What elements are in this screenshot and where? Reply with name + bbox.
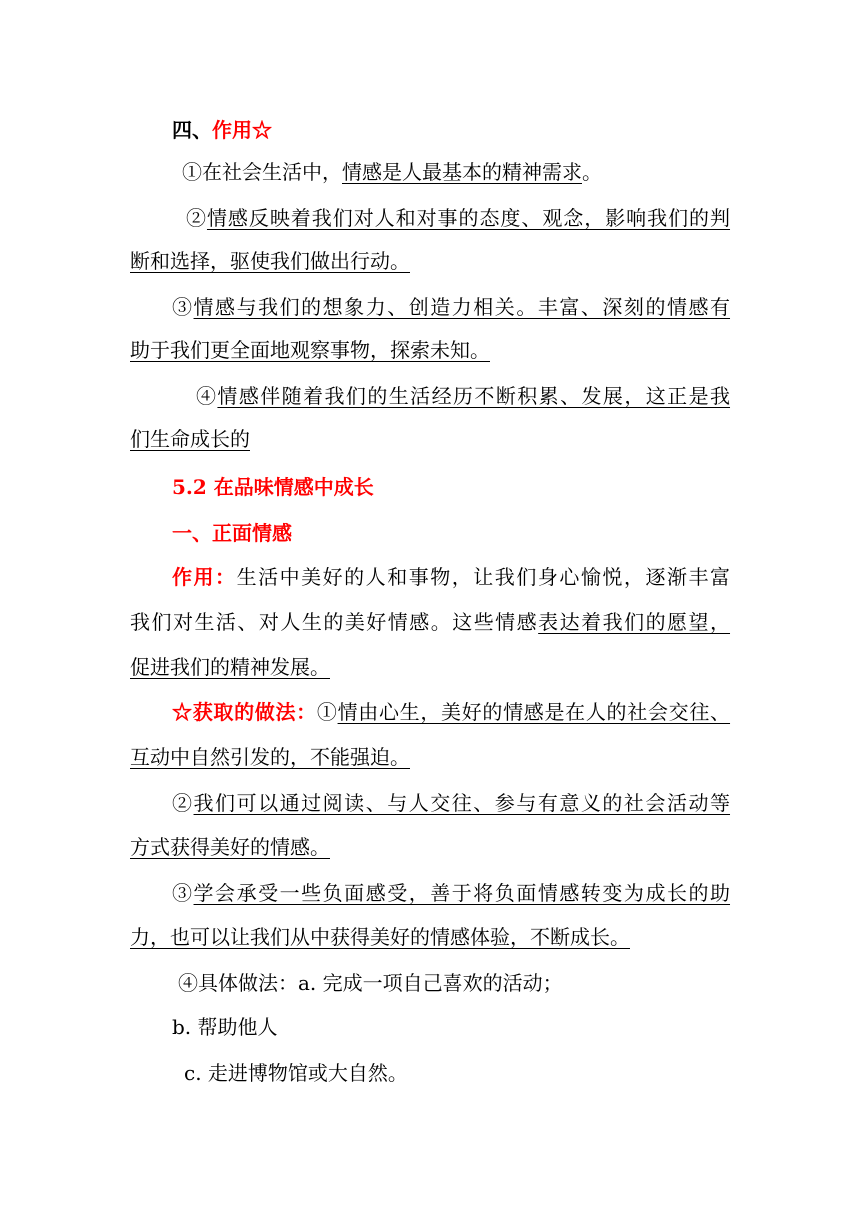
- m3-text-2: 力，也可以让我们从中获得美好的情感体验，不断成长。: [130, 925, 630, 949]
- method4-b: b. 帮助他人: [172, 1015, 278, 1039]
- paragraph-4-line2: [130, 424, 730, 454]
- paragraph-1: [182, 157, 730, 187]
- paragraph-4-line1: [196, 381, 730, 411]
- m3-lead: ③: [172, 881, 194, 905]
- method2-line2: [130, 832, 730, 862]
- method4-c: c. 走进博物馆或大自然。: [184, 1061, 408, 1085]
- p1-underlined: 情感是人最基本的精神需求: [342, 160, 582, 184]
- role-line3: [130, 652, 730, 682]
- method3-line1: [172, 878, 730, 908]
- paragraph-3-line2: [130, 335, 730, 365]
- paragraph-3-line1: [172, 292, 730, 322]
- method-label: ☆获取的做法：: [172, 700, 317, 724]
- section-number: 四、: [172, 118, 212, 142]
- m1-text-2: 互动中自然引发的，不能强迫。: [130, 745, 410, 769]
- role-text-2b: 表达着我们的愿望，: [538, 610, 731, 634]
- chapter-title: 5.2 在品味情感中成长: [172, 475, 374, 499]
- p3-text-1: 情感与我们的想象力、创造力相关。丰富、深刻的情感有: [193, 295, 731, 319]
- role-line2: [130, 607, 730, 637]
- m2-text-2: 方式获得美好的情感。: [130, 835, 330, 859]
- p1-lead: ①在社会生活中，: [182, 160, 342, 184]
- m2-lead: ②: [172, 791, 194, 815]
- role-text-3: 促进我们的精神发展。: [130, 655, 330, 679]
- section-heading: [172, 115, 730, 145]
- role-label: 作用：: [172, 565, 237, 589]
- method4-line: ④具体做法：a. 完成一项自己喜欢的活动；: [178, 971, 563, 995]
- p2-text-1: 情感反映着我们对人和对事的态度、观念，影响我们的判: [206, 206, 731, 230]
- p2-lead: ②: [186, 206, 207, 230]
- m2-text-1: 我们可以通过阅读、与人交往、参与有意义的社会活动等: [193, 791, 731, 815]
- m1-lead: ①: [316, 700, 338, 724]
- p4-text-2: 们生命成长的: [130, 427, 250, 451]
- paragraph-2-line1: [186, 203, 730, 233]
- p2-text-2: 断和选择，驱使我们做出行动。: [130, 249, 410, 273]
- p3-text-2: 助于我们更全面地观察事物，探索未知。: [130, 338, 490, 362]
- role-text-1: 生活中美好的人和事物，让我们身心愉悦，逐渐丰富: [236, 565, 731, 589]
- subsection-heading: 一、正面情感: [172, 521, 292, 545]
- paragraph-2-line2: [130, 246, 730, 276]
- method-line2: [130, 742, 730, 772]
- m1-text-1: 情由心生，美好的情感是在人的社会交往、: [337, 700, 731, 724]
- p4-lead: ④: [196, 384, 218, 408]
- role-text-2a: 我们对生活、对人生的美好情感。这些情感: [130, 610, 539, 634]
- m3-text-1: 学会承受一些负面感受，善于将负面情感转变为成长的助: [193, 881, 731, 905]
- section-title: 作用☆: [212, 118, 272, 142]
- method-line1: [172, 697, 730, 727]
- method3-line2: [130, 922, 730, 952]
- p4-text-1: 情感伴随着我们的生活经历不断积累、发展，这正是我: [217, 384, 731, 408]
- method2-line1: [172, 788, 730, 818]
- p3-lead: ③: [172, 295, 194, 319]
- p1-end: 。: [582, 160, 602, 184]
- role-line1: [172, 562, 730, 592]
